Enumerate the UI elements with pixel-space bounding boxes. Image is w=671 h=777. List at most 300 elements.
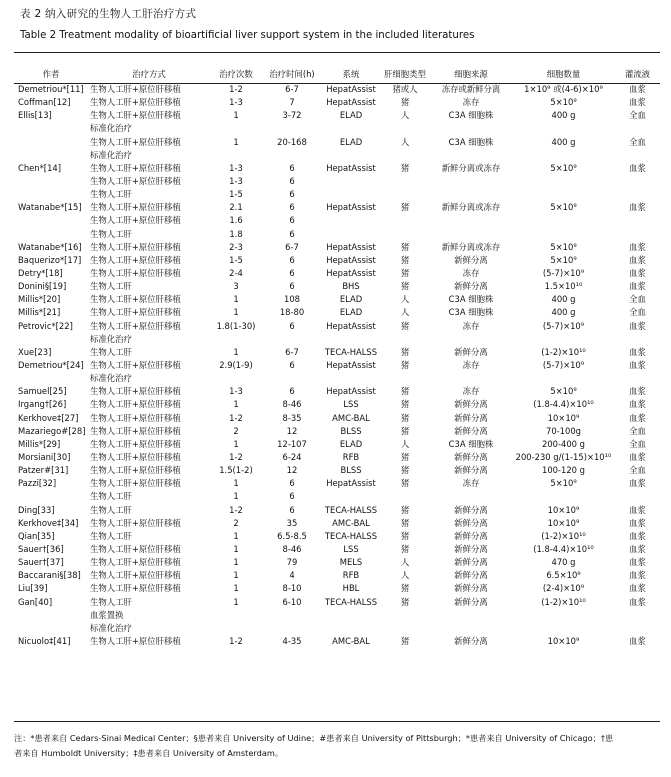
col-duration-cell: 8-46 [282, 399, 302, 410]
col-duration-cell: 6-7 [285, 84, 299, 95]
col-cell-type-cell [380, 122, 430, 135]
col-sessions-cell: 2-4 [229, 268, 243, 279]
table-row [14, 556, 660, 569]
col-duration-cell: 6 [289, 386, 295, 397]
col-cell-type-cell: 猪 [400, 596, 410, 607]
col-duration-cell: 4-35 [282, 635, 302, 646]
col-author-cell: Liu[39] [18, 583, 48, 594]
table-row [14, 320, 660, 333]
top-rule [14, 52, 660, 53]
table-row [14, 333, 660, 346]
col-cell-type-cell: 猪 [400, 452, 410, 462]
col-system-cell: LSS [343, 543, 359, 554]
col-cell-source-cell [430, 622, 512, 635]
col-sessions-cell [210, 333, 262, 346]
col-author-cell: Demetriou*[24] [18, 360, 84, 371]
col-perfusate-cell: 血浆 [629, 241, 646, 252]
col-perfusate-cell: 血浆 [629, 530, 646, 541]
col-cell-source-cell: 新鲜分离 [454, 570, 488, 581]
col-system-cell: HepatAssist [326, 268, 376, 279]
col-cell-source-cell: 新鲜分离 [454, 543, 488, 554]
table-title-en: Table 2 Treatment modality of bioartificial liver support system in the included literatures [20, 30, 475, 41]
col-cell-amount-cell: 100-120 g [542, 465, 585, 476]
col-perfusate-cell: 全血 [629, 136, 646, 147]
col-perfusate-cell [615, 609, 660, 622]
col-system-cell: HepatAssist [326, 478, 376, 489]
col-author-cell [14, 122, 88, 135]
col-perfusate-cell: 血浆 [629, 557, 646, 568]
col-author-cell [14, 372, 88, 385]
col-duration-header: 治疗时间(h) [269, 68, 315, 79]
table-row [14, 109, 660, 122]
table-row [14, 412, 660, 425]
col-cell-source-cell: 新鲜分离 [454, 452, 488, 462]
col-sessions-cell: 1-5 [229, 189, 243, 200]
col-cell-amount-cell: 10×10⁹ [547, 517, 580, 528]
col-treatment-cell: 血浆置换 [90, 609, 124, 620]
col-perfusate-cell: 全血 [629, 110, 646, 121]
col-cell-amount-header: 细胞数量 [546, 68, 581, 79]
col-cell-amount-cell: 200-400 g [542, 438, 585, 449]
col-cell-source-cell [430, 175, 512, 188]
col-duration-cell: 79 [286, 557, 298, 568]
col-cell-type-cell [380, 188, 430, 201]
col-cell-amount-cell: 5×10⁹ [550, 478, 577, 489]
col-cell-amount-cell: (1.8-4.4)×10¹⁰ [533, 543, 594, 554]
col-treatment-cell: 生物人工肝+原位肝移植 [90, 307, 181, 318]
col-cell-source-cell: C3A 细胞株 [448, 294, 494, 305]
table-row [14, 83, 660, 96]
col-sessions-cell: 1 [233, 110, 239, 121]
col-treatment-cell: 生物人工肝 [90, 530, 132, 541]
col-duration-cell: 6 [289, 320, 295, 331]
col-cell-amount-cell: 200-230 g/(1-15)×10¹⁰ [515, 452, 612, 462]
col-system-cell: TECA-HALSS [324, 504, 378, 515]
col-author-cell: Sauer†[37] [18, 557, 64, 568]
col-duration-cell: 6.5-8.5 [277, 530, 307, 541]
col-cell-source-cell [430, 490, 512, 503]
col-author-cell [14, 228, 88, 241]
col-treatment-cell: 生物人工肝 [90, 491, 132, 502]
col-system-cell: AMC-BAL [332, 635, 370, 646]
col-cell-source-cell: 新鲜分离 [454, 281, 488, 292]
col-system-cell: HepatAssist [326, 162, 376, 173]
col-cell-source-cell: 冻存 [462, 97, 480, 108]
col-author-cell [14, 333, 88, 346]
col-perfusate-cell: 全血 [629, 307, 646, 318]
col-cell-source-cell [430, 609, 512, 622]
table-row [14, 372, 660, 385]
col-cell-source-cell: 新鲜分离或冻存 [441, 241, 501, 252]
col-duration-cell: 6 [289, 202, 295, 213]
col-perfusate-cell: 血浆 [629, 254, 646, 265]
col-sessions-cell [210, 372, 262, 385]
col-cell-type-cell: 人 [400, 557, 410, 568]
col-cell-amount-cell: 10×10⁹ [547, 412, 580, 423]
col-system-cell: BLSS [340, 465, 362, 476]
col-sessions-cell: 1 [233, 307, 239, 318]
col-sessions-cell: 1-3 [229, 386, 243, 397]
col-cell-type-cell: 猪 [400, 202, 410, 213]
col-duration-cell: 6 [289, 491, 295, 502]
table-row [14, 595, 660, 608]
col-perfusate-cell: 血浆 [629, 596, 646, 607]
table-row [14, 398, 660, 411]
col-cell-amount-cell [512, 122, 615, 135]
col-cell-amount-cell [512, 149, 615, 162]
col-treatment-cell: 生物人工肝 [90, 189, 132, 200]
col-cell-amount-cell: 10×10⁹ [547, 504, 580, 515]
col-duration-cell: 6-7 [285, 241, 299, 252]
col-system-cell: HepatAssist [326, 320, 376, 331]
col-system-cell: MELS [339, 557, 363, 568]
col-system-cell [322, 490, 380, 503]
col-perfusate-cell: 血浆 [629, 268, 646, 279]
col-perfusate-cell: 血浆 [629, 202, 646, 213]
col-cell-amount-cell: (2-4)×10⁹ [542, 583, 585, 594]
col-cell-type-cell [380, 175, 430, 188]
col-perfusate-cell: 血浆 [629, 412, 646, 423]
col-sessions-cell: 1 [233, 399, 239, 410]
col-cell-type-cell: 猪 [400, 281, 410, 292]
col-system-cell: RFB [342, 570, 360, 581]
table-header [14, 64, 660, 83]
col-sessions-cell: 1 [233, 543, 239, 554]
col-treatment-cell: 生物人工肝+原位肝移植 [90, 241, 181, 252]
col-perfusate-cell [615, 333, 660, 346]
col-system-cell: TECA-HALSS [324, 596, 378, 607]
col-cell-source-cell [430, 333, 512, 346]
col-treatment-cell: 生物人工肝+原位肝移植 [90, 386, 181, 397]
table-row [14, 293, 660, 306]
col-cell-amount-cell: 1×10⁹ 或(4-6)×10⁹ [524, 84, 603, 95]
table-row [14, 267, 660, 280]
col-perfusate-cell: 血浆 [629, 570, 646, 581]
col-sessions-cell: 1-5 [229, 254, 243, 265]
col-cell-amount-cell [512, 622, 615, 635]
table-row [14, 425, 660, 438]
col-author-cell: Demetriou*[11] [18, 84, 84, 95]
col-cell-amount-cell: (5-7)×10⁹ [542, 360, 585, 371]
col-cell-type-cell: 猪 [400, 517, 410, 528]
col-cell-type-cell: 猪 [400, 478, 410, 489]
col-sessions-cell: 2-3 [229, 241, 243, 252]
col-sessions-cell: 1-2 [229, 412, 243, 423]
col-author-cell [14, 490, 88, 503]
col-cell-type-cell [380, 622, 430, 635]
table-row [14, 175, 660, 188]
col-perfusate-cell: 血浆 [629, 386, 646, 397]
col-duration-cell [262, 372, 322, 385]
col-cell-source-cell: 新鲜分离 [454, 254, 488, 265]
table-body [14, 83, 660, 648]
table-row [14, 543, 660, 556]
col-perfusate-cell: 血浆 [629, 583, 646, 594]
col-cell-type-cell: 猪 [400, 412, 410, 423]
col-duration-cell: 6 [289, 478, 295, 489]
col-author-cell: Pazzi[32] [18, 478, 57, 489]
col-cell-source-cell: 冻存 [462, 268, 480, 279]
col-system-cell: HepatAssist [326, 360, 376, 371]
table-row [14, 188, 660, 201]
table-row [14, 504, 660, 517]
col-treatment-cell: 生物人工肝+原位肝移植 [90, 84, 181, 95]
col-cell-source-cell [430, 188, 512, 201]
col-perfusate-cell: 全血 [629, 465, 646, 476]
col-cell-source-cell: 冻存或新鲜分离 [441, 84, 501, 95]
col-author-cell: Watanabe*[16] [18, 241, 82, 252]
col-sessions-cell: 1 [233, 491, 239, 502]
col-cell-source-cell: 冻存 [462, 386, 480, 397]
col-treatment-cell: 生物人工肝+原位肝移植 [90, 202, 181, 213]
col-duration-cell: 8-10 [282, 583, 302, 594]
footnote-line-1: 注：*患者来自 Cedars-Sinai Medical Center；§患者来自 University of Udine；#患者来自 University of Pittsburgh；*患者来自 University of Chicago；†患 [14, 733, 614, 743]
col-author-cell: Chen*[14] [18, 162, 61, 173]
col-treatment-cell: 生物人工肝+原位肝移植 [90, 635, 181, 646]
col-treatment-cell: 生物人工肝+原位肝移植 [90, 136, 181, 147]
col-treatment-cell: 生物人工肝+原位肝移植 [90, 438, 181, 449]
col-cell-amount-cell: 1.5×10¹⁰ [544, 281, 583, 292]
col-author-cell: Samuel[25] [18, 386, 67, 397]
col-system-cell: ELAD [339, 307, 363, 318]
col-cell-amount-cell: 400 g [551, 307, 576, 318]
col-sessions-cell: 2.9(1-9) [219, 360, 253, 371]
col-cell-amount-cell: 5×10⁹ [550, 254, 577, 265]
col-cell-type-cell [380, 372, 430, 385]
col-cell-source-cell: 冻存 [462, 478, 480, 489]
col-duration-cell: 6 [289, 360, 295, 371]
col-cell-source-cell: 新鲜分离 [454, 346, 488, 357]
col-cell-type-cell: 猪 [400, 254, 410, 265]
col-cell-amount-cell: 5×10⁹ [550, 241, 577, 252]
col-treatment-cell: 生物人工肝+原位肝移植 [90, 517, 181, 528]
col-sessions-cell: 1 [233, 346, 239, 357]
col-cell-amount-cell: 5×10⁹ [550, 202, 577, 213]
col-treatment-cell: 生物人工肝 [90, 228, 132, 239]
col-perfusate-cell [615, 622, 660, 635]
col-cell-amount-cell [512, 228, 615, 241]
col-perfusate-cell: 血浆 [629, 97, 646, 108]
col-author-cell: Millis*[21] [18, 307, 61, 318]
col-cell-source-cell: 新鲜分离 [454, 504, 488, 515]
col-perfusate-cell: 血浆 [629, 84, 646, 95]
footnote [14, 731, 660, 760]
col-treatment-cell: 标准化治疗 [90, 622, 132, 633]
table-row [14, 122, 660, 135]
col-system-cell: HepatAssist [326, 241, 376, 252]
col-perfusate-cell: 血浆 [629, 635, 646, 646]
col-duration-cell: 6 [289, 176, 295, 187]
col-cell-source-cell: 冻存 [462, 360, 480, 371]
col-duration-cell: 12-107 [277, 438, 307, 449]
col-cell-amount-cell [512, 372, 615, 385]
col-author-cell: Ding[33] [18, 504, 55, 515]
col-cell-type-cell: 猪 [400, 386, 410, 397]
col-cell-amount-cell [512, 609, 615, 622]
col-cell-type-cell [380, 149, 430, 162]
col-treatment-cell: 生物人工肝+原位肝移植 [90, 399, 181, 410]
col-duration-cell: 6 [289, 254, 295, 265]
col-system-cell [322, 122, 380, 135]
col-treatment-cell: 生物人工肝+原位肝移植 [90, 465, 181, 476]
col-sessions-cell: 1 [233, 570, 239, 581]
col-duration-cell: 6-24 [282, 452, 302, 462]
col-cell-type-cell: 猪 [400, 504, 410, 515]
col-sessions-cell: 1 [233, 596, 239, 607]
col-sessions-cell [210, 122, 262, 135]
table-title-cn: 表 2 纳入研究的生物人工肝治疗方式 [20, 8, 197, 20]
col-cell-amount-cell: 470 g [551, 557, 576, 568]
col-author-cell: Irgang†[26] [18, 399, 67, 410]
col-cell-source-cell: 新鲜分离 [454, 399, 488, 410]
col-perfusate-cell: 全血 [629, 425, 646, 436]
col-cell-source-cell: 新鲜分离或冻存 [441, 162, 501, 173]
col-treatment-cell: 生物人工肝+原位肝移植 [90, 320, 181, 331]
col-cell-source-cell: 新鲜分离 [454, 425, 488, 436]
col-cell-amount-cell: 400 g [551, 136, 576, 147]
col-perfusate-cell [615, 372, 660, 385]
col-treatment-cell: 生物人工肝+原位肝移植 [90, 412, 181, 423]
col-cell-amount-cell [512, 175, 615, 188]
table-row [14, 582, 660, 595]
col-system-cell [322, 609, 380, 622]
col-cell-type-cell [380, 609, 430, 622]
col-perfusate-cell [615, 214, 660, 227]
table-row [14, 359, 660, 372]
col-sessions-cell: 1.5(1-2) [219, 465, 253, 476]
table-row [14, 280, 660, 293]
col-system-cell: HepatAssist [326, 97, 376, 108]
col-treatment-cell: 生物人工肝+原位肝移植 [90, 268, 181, 279]
col-perfusate-cell [615, 122, 660, 135]
col-sessions-header: 治疗次数 [219, 68, 253, 79]
col-treatment-cell: 生物人工肝 [90, 346, 132, 357]
col-system-cell [322, 372, 380, 385]
col-author-cell: Qian[35] [18, 530, 55, 541]
col-cell-amount-cell: 70-100g [546, 425, 581, 436]
col-perfusate-header: 灌流液 [624, 68, 651, 79]
col-cell-amount-cell: 5×10⁹ [550, 97, 577, 108]
col-cell-amount-cell: 400 g [551, 294, 576, 305]
col-perfusate-cell: 血浆 [629, 399, 646, 410]
col-sessions-cell: 2 [233, 425, 239, 436]
col-author-cell: Patzer#[31] [18, 465, 69, 476]
col-treatment-cell: 标准化治疗 [90, 149, 132, 160]
col-cell-source-cell: C3A 细胞株 [448, 136, 494, 147]
col-system-cell: AMC-BAL [332, 517, 370, 528]
col-cell-amount-cell: 6.5×10⁹ [546, 570, 581, 581]
col-duration-cell [262, 622, 322, 635]
col-duration-cell: 6 [289, 504, 295, 515]
col-author-cell: Nicuolo‡[41] [18, 635, 71, 646]
col-author-cell: Donini§[19] [18, 281, 67, 292]
col-system-cell: RFB [342, 452, 360, 462]
col-duration-cell: 6 [289, 162, 295, 173]
col-perfusate-cell: 血浆 [629, 504, 646, 515]
col-duration-cell: 6 [289, 189, 295, 200]
col-sessions-cell: 2.1 [229, 202, 243, 213]
col-duration-cell: 6-7 [285, 346, 299, 357]
col-perfusate-cell [615, 175, 660, 188]
col-perfusate-cell: 血浆 [629, 162, 646, 173]
table-row [14, 201, 660, 214]
col-sessions-cell [210, 622, 262, 635]
col-cell-type-cell: 猪 [400, 360, 410, 371]
col-duration-cell [262, 333, 322, 346]
col-cell-type-cell [380, 490, 430, 503]
col-system-cell: TECA-HALSS [324, 346, 378, 357]
col-cell-source-cell: 冻存 [462, 320, 480, 331]
col-cell-source-cell: 新鲜分离 [454, 557, 488, 568]
col-system-cell [322, 333, 380, 346]
col-cell-amount-cell [512, 188, 615, 201]
col-treatment-cell: 生物人工肝+原位肝移植 [90, 360, 181, 371]
col-cell-amount-cell [512, 214, 615, 227]
col-treatment-cell: 标准化治疗 [90, 123, 132, 134]
table-row [14, 149, 660, 162]
col-sessions-cell: 3 [233, 281, 239, 292]
col-duration-cell: 4 [289, 570, 295, 581]
col-cell-amount-cell [512, 490, 615, 503]
col-cell-source-cell [430, 214, 512, 227]
col-cell-type-cell: 猪或人 [392, 84, 418, 95]
col-treatment-header: 治疗方式 [132, 68, 166, 79]
col-cell-source-cell: 新鲜分离 [454, 465, 488, 476]
col-cell-type-cell: 猪 [400, 583, 410, 594]
col-sessions-cell: 1 [233, 438, 239, 449]
col-cell-type-cell [380, 214, 430, 227]
col-treatment-cell: 生物人工肝+原位肝移植 [90, 557, 181, 568]
col-perfusate-cell: 血浆 [629, 281, 646, 292]
col-sessions-cell: 1.8(1-30) [216, 320, 256, 331]
table-row [14, 451, 660, 464]
col-sessions-cell [210, 609, 262, 622]
table-row [14, 346, 660, 359]
col-author-cell: Watanabe*[15] [18, 202, 82, 213]
col-cell-amount-cell: 5×10⁹ [550, 162, 577, 173]
col-treatment-cell: 生物人工肝 [90, 596, 132, 607]
col-author-cell [14, 214, 88, 227]
col-sessions-cell: 1-2 [229, 84, 243, 95]
col-cell-amount-cell [512, 333, 615, 346]
col-cell-amount-cell: (1.8-4.4)×10¹⁰ [533, 399, 594, 410]
col-treatment-cell: 生物人工肝+原位肝移植 [90, 97, 181, 108]
col-system-cell: HepatAssist [326, 254, 376, 265]
table-row [14, 517, 660, 530]
col-author-cell: Mazariego#[28] [18, 425, 86, 436]
col-cell-type-cell: 猪 [400, 543, 410, 554]
table-row [14, 438, 660, 451]
col-perfusate-cell [615, 490, 660, 503]
table-row [14, 490, 660, 503]
col-cell-type-cell: 猪 [400, 530, 410, 541]
col-author-cell [14, 609, 88, 622]
col-cell-type-cell: 猪 [400, 241, 410, 252]
col-author-cell: Kerkhove‡[27] [18, 412, 79, 423]
col-system-cell [322, 622, 380, 635]
col-sessions-cell: 1 [233, 557, 239, 568]
col-system-cell: ELAD [339, 294, 363, 305]
col-cell-source-cell: 新鲜分离 [454, 530, 488, 541]
col-treatment-cell: 生物人工肝 [90, 504, 132, 515]
col-duration-cell: 6 [289, 228, 295, 239]
col-cell-amount-cell: (5-7)×10⁹ [542, 320, 585, 331]
col-system-cell [322, 228, 380, 241]
col-duration-cell: 8-35 [282, 412, 302, 423]
col-sessions-cell: 1.6 [229, 215, 243, 226]
col-treatment-cell: 生物人工肝+原位肝移植 [90, 425, 181, 436]
col-treatment-cell: 生物人工肝+原位肝移植 [90, 570, 181, 581]
